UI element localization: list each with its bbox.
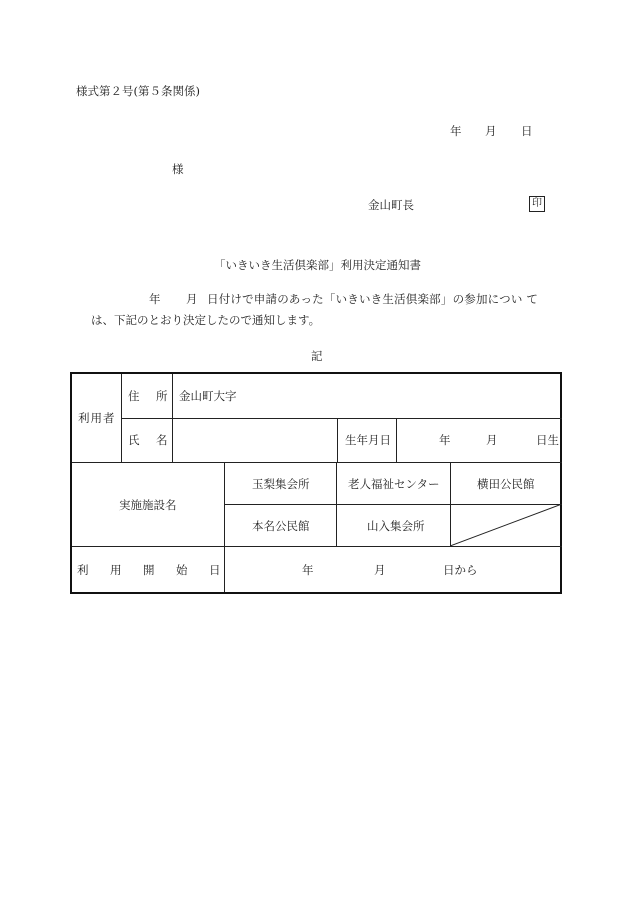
start-label-char: 利 (77, 563, 89, 577)
issue-date-month: 月 (485, 124, 497, 138)
usage-table (70, 372, 562, 594)
body-line1: 日付けで申請のあった「いきいき生活倶楽部」の参加につい て (207, 292, 539, 306)
facility-honna: 本名公民館 (252, 519, 310, 533)
row-divider (121, 418, 562, 419)
address-label-2: 所 (156, 389, 168, 403)
birth-day: 日生 (536, 433, 559, 447)
issue-date-day: 日 (521, 124, 533, 138)
form-number: 様式第２号(第５条関係) (76, 84, 200, 98)
row-divider (72, 546, 562, 547)
start-label-char: 開 (143, 563, 155, 577)
seal-mark: 印 (529, 196, 545, 212)
empty-cell-slash (450, 504, 562, 546)
birth-year: 年 (439, 433, 451, 447)
start-year: 年 (302, 563, 314, 577)
document-title: 「いきいき生活倶楽部」利用決定通知書 (214, 258, 421, 272)
birth-label: 生年月日 (345, 433, 391, 447)
facility-senior-center: 老人福祉センター (348, 477, 440, 491)
issue-date-year: 年 (450, 124, 462, 138)
col-divider (396, 418, 397, 462)
col-divider (224, 462, 225, 592)
start-label-char: 始 (176, 563, 188, 577)
body-month: 月 (186, 292, 198, 306)
body-year: 年 (149, 292, 161, 306)
recipient-suffix: 様 (172, 162, 184, 176)
start-label-char: 日 (209, 563, 221, 577)
row-divider (72, 462, 562, 463)
name-label-2: 名 (156, 433, 168, 447)
facility-label: 実施施設名 (119, 498, 177, 512)
facility-tamanashi: 玉梨集会所 (252, 477, 310, 491)
address-value: 金山町大字 (179, 389, 237, 403)
start-month: 月 (374, 563, 386, 577)
facility-yamairi: 山入集会所 (367, 519, 425, 533)
user-label: 利用者 (78, 411, 116, 425)
body-line2: は、下記のとおり決定したので通知します。 (91, 313, 321, 327)
issuer-name: 金山町長 (368, 198, 414, 212)
birth-month: 月 (486, 433, 498, 447)
ki-heading: 記 (311, 349, 323, 363)
facility-yokota: 横田公民館 (477, 477, 535, 491)
col-divider (336, 462, 337, 546)
start-label-char: 用 (110, 563, 122, 577)
start-day: 日から (443, 563, 478, 577)
col-divider (337, 418, 338, 462)
address-label-1: 住 (128, 389, 140, 403)
name-label-1: 氏 (128, 433, 140, 447)
col-divider (121, 374, 122, 462)
col-divider (172, 374, 173, 462)
